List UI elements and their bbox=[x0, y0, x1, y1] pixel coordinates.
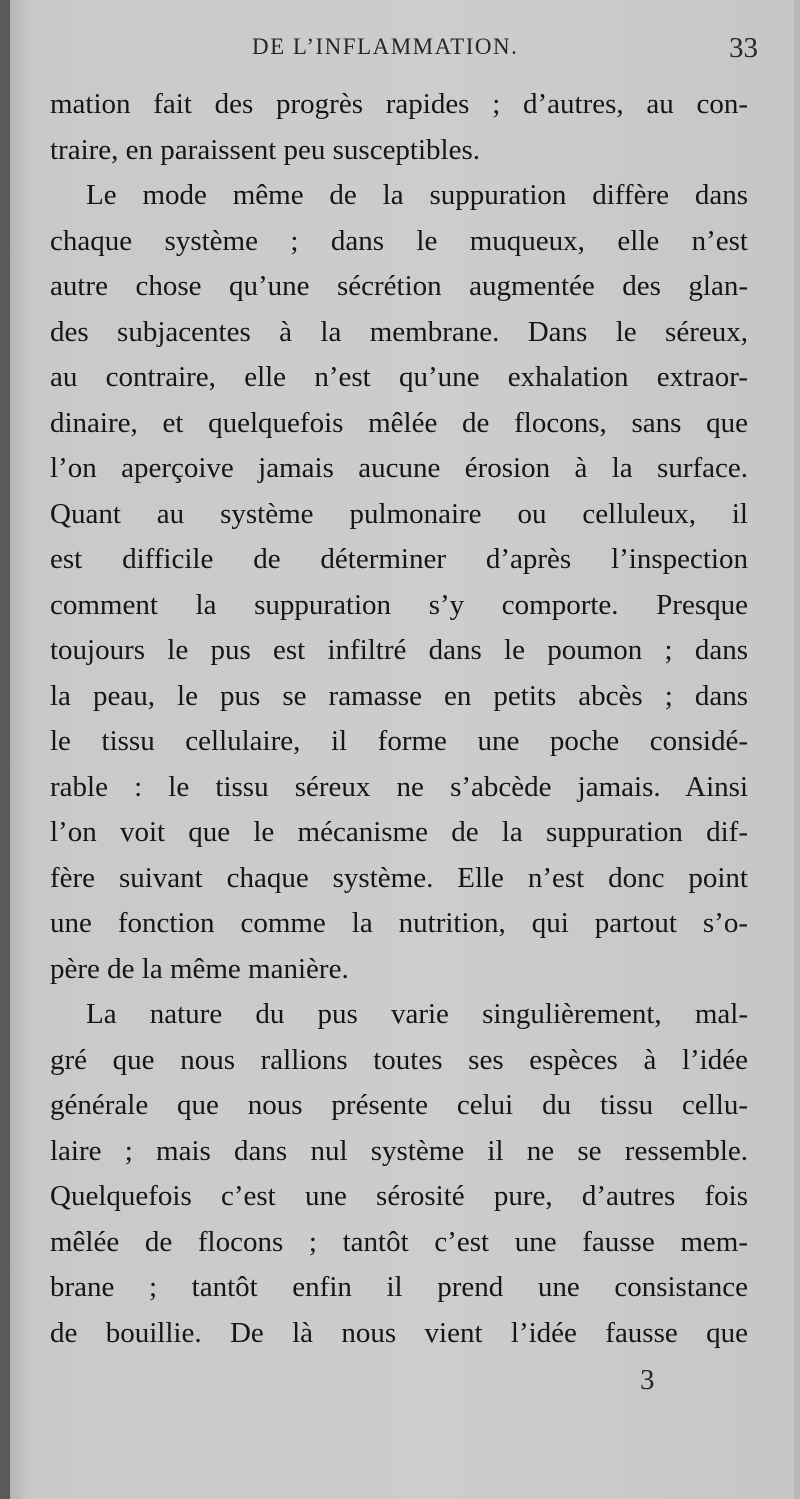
text-line: le tissu cellulaire, il forme une poche considé- bbox=[50, 725, 748, 757]
text-line: mation fait des progrès rapides ; d’autres, au con- bbox=[50, 88, 748, 120]
page-edge-shadow bbox=[794, 0, 800, 1499]
text-line: générale que nous présente celui du tissu cellu- bbox=[50, 1089, 748, 1121]
text-line: dinaire, et quelquefois mêlée de flocons, sans que bbox=[50, 406, 748, 439]
text-line: l’on aperçoive jamais aucune érosion à la surface. bbox=[50, 452, 748, 484]
text-line: autre chose qu’une sécrétion augmentée des glan- bbox=[50, 270, 748, 302]
text-line: de bouillie. De là nous vient l’idée fausse que bbox=[50, 1316, 748, 1349]
text-line: est difficile de déterminer d’après l’inspection bbox=[50, 543, 748, 575]
page-gutter-shadow bbox=[0, 0, 10, 1499]
text-line: l’on voit que le mécanisme de la suppuration dif- bbox=[50, 816, 748, 848]
text-line: père de la même manière. bbox=[50, 952, 349, 985]
text-line: laire ; mais dans nul système il ne se ressemble. bbox=[50, 1134, 748, 1167]
text-line: des subjacentes à la membrane. Dans le séreux, bbox=[50, 315, 748, 348]
text-line: traire, en paraissent peu susceptibles. bbox=[50, 133, 481, 166]
text-line: une fonction comme la nutrition, qui partout s’o- bbox=[50, 907, 748, 939]
text-line: Le mode même de la suppuration diffère dans bbox=[86, 179, 748, 211]
page-number: 33 bbox=[729, 32, 758, 64]
running-title: DE L’INFLAMMATION. bbox=[252, 34, 519, 59]
text-line: Quant au système pulmonaire ou celluleux, il bbox=[50, 497, 748, 530]
running-head bbox=[52, 34, 764, 68]
text-line: gré que nous rallions toutes ses espèces à l’idée bbox=[50, 1043, 748, 1076]
text-line: la peau, le pus se ramasse en petits abcès ; dans bbox=[50, 679, 748, 712]
body-text bbox=[50, 82, 748, 1356]
text-line: rable : le tissu séreux ne s’abcède jamais. Ainsi bbox=[50, 770, 748, 803]
text-line: fère suivant chaque système. Elle n’est donc point bbox=[50, 861, 748, 894]
text-line: La nature du pus varie singulièrement, mal- bbox=[86, 998, 748, 1030]
text-line: brane ; tantôt enfin il prend une consistance bbox=[50, 1271, 748, 1303]
text-line: comment la suppuration s’y comporte. Presque bbox=[50, 588, 748, 621]
text-line: au contraire, elle n’est qu’une exhalation extraor- bbox=[50, 361, 748, 393]
text-line: mêlée de flocons ; tantôt c’est une fausse mem- bbox=[50, 1225, 748, 1258]
text-line: toujours le pus est infiltré dans le poumon ; dans bbox=[50, 634, 748, 666]
signature-mark: 3 bbox=[640, 1364, 655, 1396]
text-line: Quelquefois c’est une sérosité pure, d’autres fois bbox=[50, 1180, 748, 1212]
text-line: chaque système ; dans le muqueux, elle n’est bbox=[50, 224, 748, 257]
